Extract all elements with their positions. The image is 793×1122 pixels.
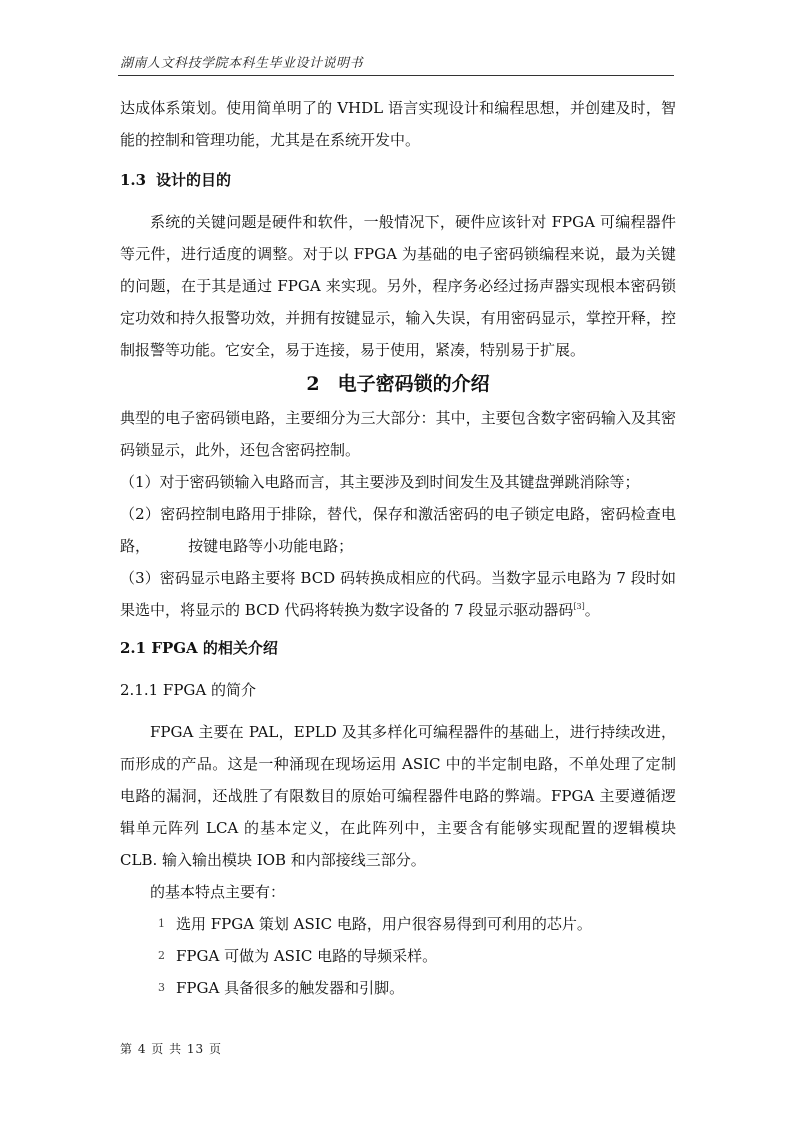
chapter-2-paragraph: 典型的电子密码锁电路，主要细分为三大部分：其中，主要包含数字密码输入及其密码锁显示，此外，还包含密码控制。 xyxy=(120,409,676,459)
page-body xyxy=(120,92,676,1004)
section-heading-1-3 xyxy=(120,164,676,196)
list-number: 1 xyxy=(158,917,165,930)
chapter-title: 电子密码锁的介绍 xyxy=(337,373,490,395)
page-footer: 第 4 页 共 13 页 xyxy=(120,1042,222,1056)
item-3-end: 。 xyxy=(584,601,600,619)
section-number: 1.3 xyxy=(120,171,147,189)
list-number: 2 xyxy=(158,949,165,962)
section-title: 设计的目的 xyxy=(156,171,232,189)
list-item xyxy=(120,908,676,940)
running-header: 湖南人文科技学院本科生毕业设计说明书 xyxy=(120,56,364,71)
citation-ref: [3] xyxy=(573,602,585,611)
list-number: 3 xyxy=(158,981,165,994)
list-item xyxy=(120,940,676,972)
list-item xyxy=(120,972,676,1004)
section-2-1-1-paragraph: FPGA 主要在 PAL，EPLD 及其多样化可编程器件的基础上，进行持续改进，而形成的产品。这是一种涌现在现场运用 ASIC 中的半定制电路，不单处理了定制电路的漏洞，还战胜了有限数目的原始可编程器件电路的弊端。FPGA 主要遵循逻辑单元阵列 LCA 的基本定义，在此阵列中，主要含有能够实现配置的逻辑模块 CLB. 输入输出模块 IOB 和内部接线三部分。 xyxy=(120,723,676,869)
chapter-number: 2 xyxy=(306,373,320,395)
feature-list xyxy=(120,908,676,1004)
section-1-3-paragraph: 系统的关键问题是硬件和软件，一般情况下，硬件应该针对 FPGA 可编程器件等元件，进行适度的调整。对于以 FPGA 为基础的电子密码锁编程来说，最为关键的问题，在于其是通过 FPGA 来实现。另外，程序务必经过扬声器实现根本密码锁定功效和持久报警功效，并拥有按键显示，输入失误，有用密码显示，掌控开释，控制报警等功能。它安全，易于连接，易于使用，紧凑，特别易于扩展。 xyxy=(120,213,676,359)
list-text: 选用 FPGA 策划 ASIC 电路，用户很容易得到可利用的芯片。 xyxy=(176,915,592,933)
intro-paragraph: 达成体系策划。使用简单明了的 VHDL 语言实现设计和编程思想，并创建及时，智能的控制和管理功能，尤其是在系统开发中。 xyxy=(120,99,676,149)
item-3-text: （3）密码显示电路主要将 BCD 码转换成相应的代码。当数字显示电路为 7 段时如果选中，将显示的 BCD 代码将转换为数字设备的 7 段显示驱动器码 xyxy=(120,569,676,619)
list-text: FPGA 具备很多的触发器和引脚。 xyxy=(176,979,405,997)
section-heading-2-1-1: 2.1.1 FPGA 的简介 xyxy=(120,681,257,699)
list-text: FPGA 可做为 ASIC 电路的导频采样。 xyxy=(176,947,438,965)
chapter-2-item-3 xyxy=(120,562,676,626)
header-divider xyxy=(118,75,674,76)
features-intro: 的基本特点主要有： xyxy=(150,883,286,901)
section-heading-2-1: 2.1 FPGA 的相关介绍 xyxy=(120,639,278,657)
chapter-2-item-1: （1）对于密码锁输入电路而言，其主要涉及到时间发生及其键盘弹跳消除等； xyxy=(120,473,640,491)
chapter-heading-2 xyxy=(120,368,676,400)
chapter-2-item-2: （2）密码控制电路用于排除，替代，保存和激活密码的电子锁定电路，密码检查电路， 按键电路等小功能电路； xyxy=(120,505,676,555)
